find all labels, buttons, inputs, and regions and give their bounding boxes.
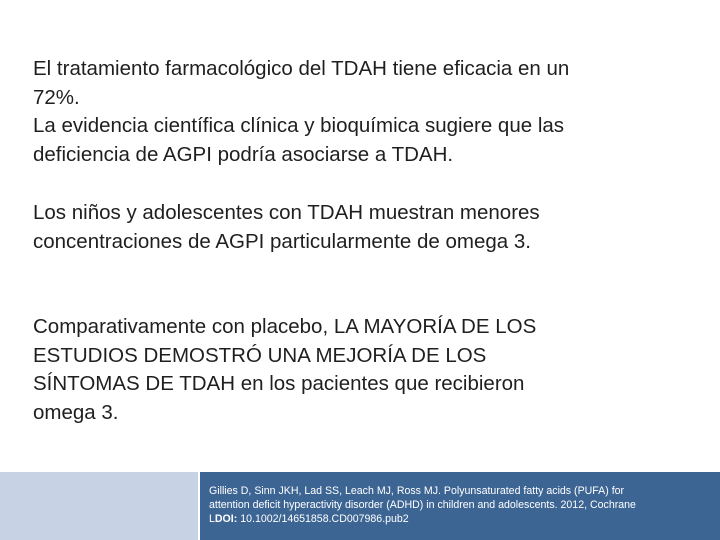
- citation-doi-value: 10.1002/14651858.CD007986.pub2: [237, 513, 409, 525]
- citation-doi-line: [209, 512, 708, 526]
- paragraph-placebo-comparison: Comparativamente con placebo, LA MAYORÍA DE LOS ESTUDIOS DEMOSTRÓ UNA MEJORÍA DE LOS SÍNTOMAS DE TDAH en los pacientes que recibieron omega 3.: [33, 315, 537, 424]
- citation-line-2: attention deficit hyperactivity disorder (ADHD) in children and adolescents. 2012, Cochrane: [209, 499, 636, 511]
- citation-box: [200, 472, 720, 540]
- paragraph-treatment-efficacy: El tratamiento farmacológico del TDAH tiene eficacia en un 72%.: [33, 57, 570, 109]
- paragraph-scientific-evidence: La evidencia científica clínica y bioquímica sugiere que las deficiencia de AGPI podría asociarse a TDAH.: [33, 114, 565, 166]
- citation-line-1: Gillies D, Sinn JKH, Lad SS, Leach MJ, Ross MJ. Polyunsaturated fatty acids (PUFA) for: [209, 485, 625, 497]
- footer-accent-block: [0, 472, 200, 540]
- footer-band: [0, 472, 720, 540]
- paragraph-children-agpi: Los niños y adolescentes con TDAH muestran menores concentraciones de AGPI particularmente de omega 3.: [33, 201, 540, 253]
- citation-doi-label: DOI:: [214, 513, 238, 525]
- citation-doi-prefix: L: [209, 513, 215, 525]
